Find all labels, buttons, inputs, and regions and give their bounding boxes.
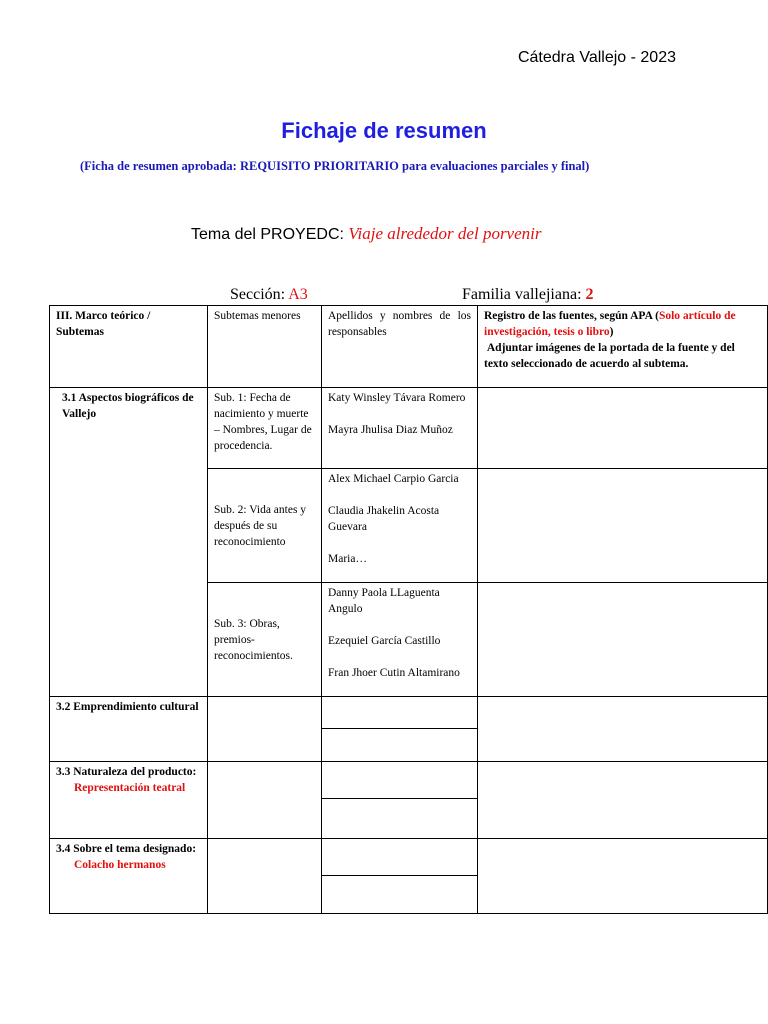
tema-3-4 [50, 839, 208, 914]
sub-cell-empty[interactable] [208, 762, 322, 839]
seccion-line [230, 286, 308, 304]
table-header-row [50, 306, 768, 388]
tema-label: Tema del PROYEDC: [191, 226, 344, 243]
tema-3-2-text: 3.2 Emprendimiento cultural [56, 701, 199, 713]
resp-cell-empty[interactable] [322, 697, 478, 729]
registro-cell[interactable] [478, 762, 768, 839]
familia-line [462, 286, 594, 304]
header-col-subtemas: Subtemas menores [208, 306, 322, 388]
resp-cell-empty[interactable] [322, 799, 478, 839]
resp-sub-3 [322, 583, 478, 697]
tema-3-1: 3.1 Aspectos biográficos de Vallejo [50, 388, 208, 697]
sub-cell-empty[interactable] [208, 839, 322, 914]
familia-label: Familia vallejiana: [462, 286, 582, 303]
table-row [50, 697, 768, 729]
header-registro-text: Registro de las fuentes, según APA ( [484, 310, 659, 322]
registro-cell[interactable] [478, 388, 768, 469]
responsable-name: Claudia Jhakelin Acosta Guevara [328, 505, 440, 533]
tema-line [191, 224, 541, 244]
tema-3-4-red: Colacho hermanos [74, 859, 166, 871]
sub-3: Sub. 3: Obras, premios-reconocimientos. [208, 583, 322, 697]
tema-3-2 [50, 697, 208, 762]
catedra-label: Cátedra Vallejo - 2023 [517, 49, 676, 66]
resp-sub-2 [322, 469, 478, 583]
resp-cell-empty[interactable] [322, 839, 478, 876]
table-row [50, 762, 768, 799]
tema-3-3-red: Representación teatral [74, 782, 186, 794]
header-col-responsables: Apellidos y nombres de los responsables [322, 306, 478, 388]
responsable-name: Mayra Jhulisa Diaz Muñoz [328, 424, 453, 436]
sub-2: Sub. 2: Vida antes y después de su reconocimiento [208, 469, 322, 583]
header-registro-close: ) [609, 326, 614, 338]
responsable-name: Danny Paola LLaguenta Angulo [328, 587, 440, 615]
page-title: Fichaje de resumen [281, 118, 487, 143]
familia-value: 2 [585, 286, 594, 303]
header-col-marco: III. Marco teórico / Subtemas [50, 306, 208, 388]
header-registro-adjuntar: Adjuntar imágenes de la portada de la fuente y del texto seleccionado de acuerdo al subtema. [484, 342, 735, 370]
fichaje-table [49, 305, 768, 914]
responsable-name: Alex Michael Carpio Garcia [328, 473, 459, 485]
responsable-name: Maria… [328, 553, 367, 565]
registro-cell[interactable] [478, 583, 768, 697]
tema-value: Viaje alrededor del porvenir [348, 224, 542, 243]
sub-1: Sub. 1: Fecha de nacimiento y muerte – Nombres, Lugar de procedencia. [208, 388, 322, 469]
registro-cell[interactable] [478, 839, 768, 914]
resp-cell-empty[interactable] [322, 876, 478, 914]
tema-3-3-text: 3.3 Naturaleza del producto: [56, 766, 197, 778]
resp-cell-empty[interactable] [322, 762, 478, 799]
tema-3-4-text: 3.4 Sobre el tema designado: [56, 843, 197, 855]
sub-cell-empty[interactable] [208, 697, 322, 762]
header-col-registro [478, 306, 768, 388]
seccion-value: A3 [288, 286, 308, 303]
seccion-label: Sección: [230, 286, 286, 303]
resp-cell-empty[interactable] [322, 729, 478, 762]
tema-3-3 [50, 762, 208, 839]
responsable-name: Fran Jhoer Cutin Altamirano [328, 667, 460, 679]
registro-cell[interactable] [478, 697, 768, 762]
table-row [50, 388, 768, 469]
header-registro-red: Solo artículo de investigación, tesis o libro [484, 310, 736, 338]
table-row [50, 839, 768, 876]
resp-sub-1 [322, 388, 478, 469]
subtitle-note: (Ficha de resumen aprobada: REQUISITO PRIORITARIO para evaluaciones parciales y final) [80, 159, 590, 173]
responsable-name: Katy Winsley Távara Romero [328, 392, 466, 404]
registro-cell[interactable] [478, 469, 768, 583]
responsable-name: Ezequiel García Castillo [328, 635, 441, 647]
